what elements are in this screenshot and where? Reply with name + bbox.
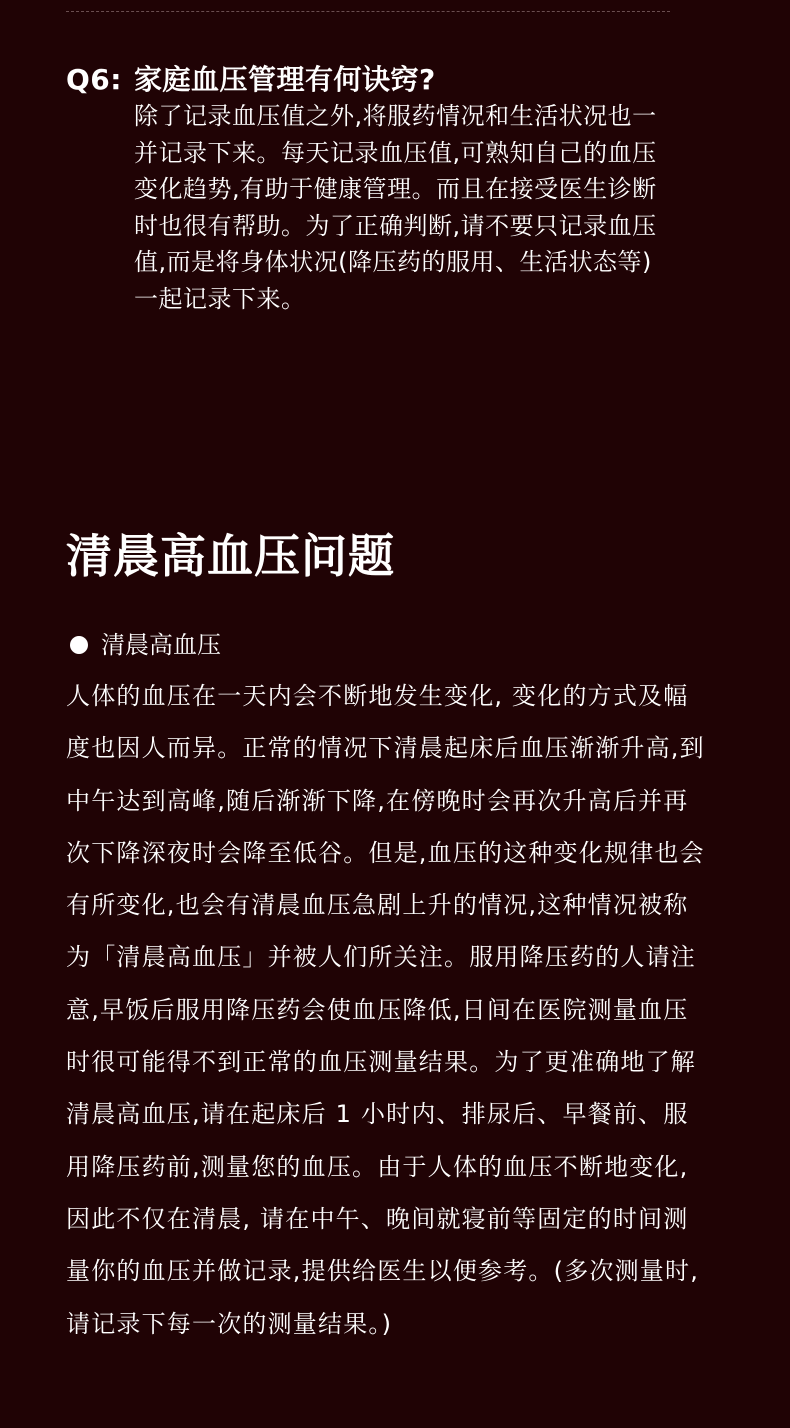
bullet-heading xyxy=(70,625,221,665)
faq-question-number: Q6: xyxy=(66,63,122,96)
faq-question-row xyxy=(66,56,686,104)
section-title: 清晨高血压问题 xyxy=(66,529,395,583)
bullet-heading-label: 清晨高血压 xyxy=(101,631,221,659)
faq-answer-text: 除了记录血压值之外,将服药情况和生活状况也一并记录下来。每天记录血压值,可熟知自己的血压变化趋势,有助于健康管理。而且在接受医生诊断时也很有帮助。为了正确判断,请不要只记录血压值,而是将身体状况(降压药的服用、生活状态等)一起记录下来。 xyxy=(134,102,657,313)
faq-item-q6 xyxy=(66,56,686,317)
top-dashed-divider xyxy=(66,11,670,12)
bullet-dot-icon xyxy=(70,636,88,654)
section-body-paragraph: 人体的血压在一天内会不断地发生变化, 变化的方式及幅度也因人而异。正常的情况下清晨起床后血压渐渐升高,到中午达到高峰,随后渐渐下降,在傍晚时会再次升高后并再次下降深夜时会降至低谷。但是,血压的这种变化规律也会有所变化,也会有清晨血压急剧上升的情况,这种情况被称为「清晨高血压」并被人们所关注。服用降压药的人请注意,早饭后服用降压药会使血压降低,日间在医院测量血压时很可能得不到正常的血压测量结果。为了更准确地了解清晨高血压,请在起床后 1 小时内、排尿后、早餐前、服用降压药前,测量您的血压。由于人体的血压不断地变化,因此不仅在清晨, 请在中午、晚间就寝前等固定的时间测量你的血压并做记录,提供给医生以便参考。(多次测量时,请记录下每一次的测量结果。) xyxy=(66,682,705,1338)
faq-question-text: 家庭血压管理有何诀窍? xyxy=(134,63,436,96)
